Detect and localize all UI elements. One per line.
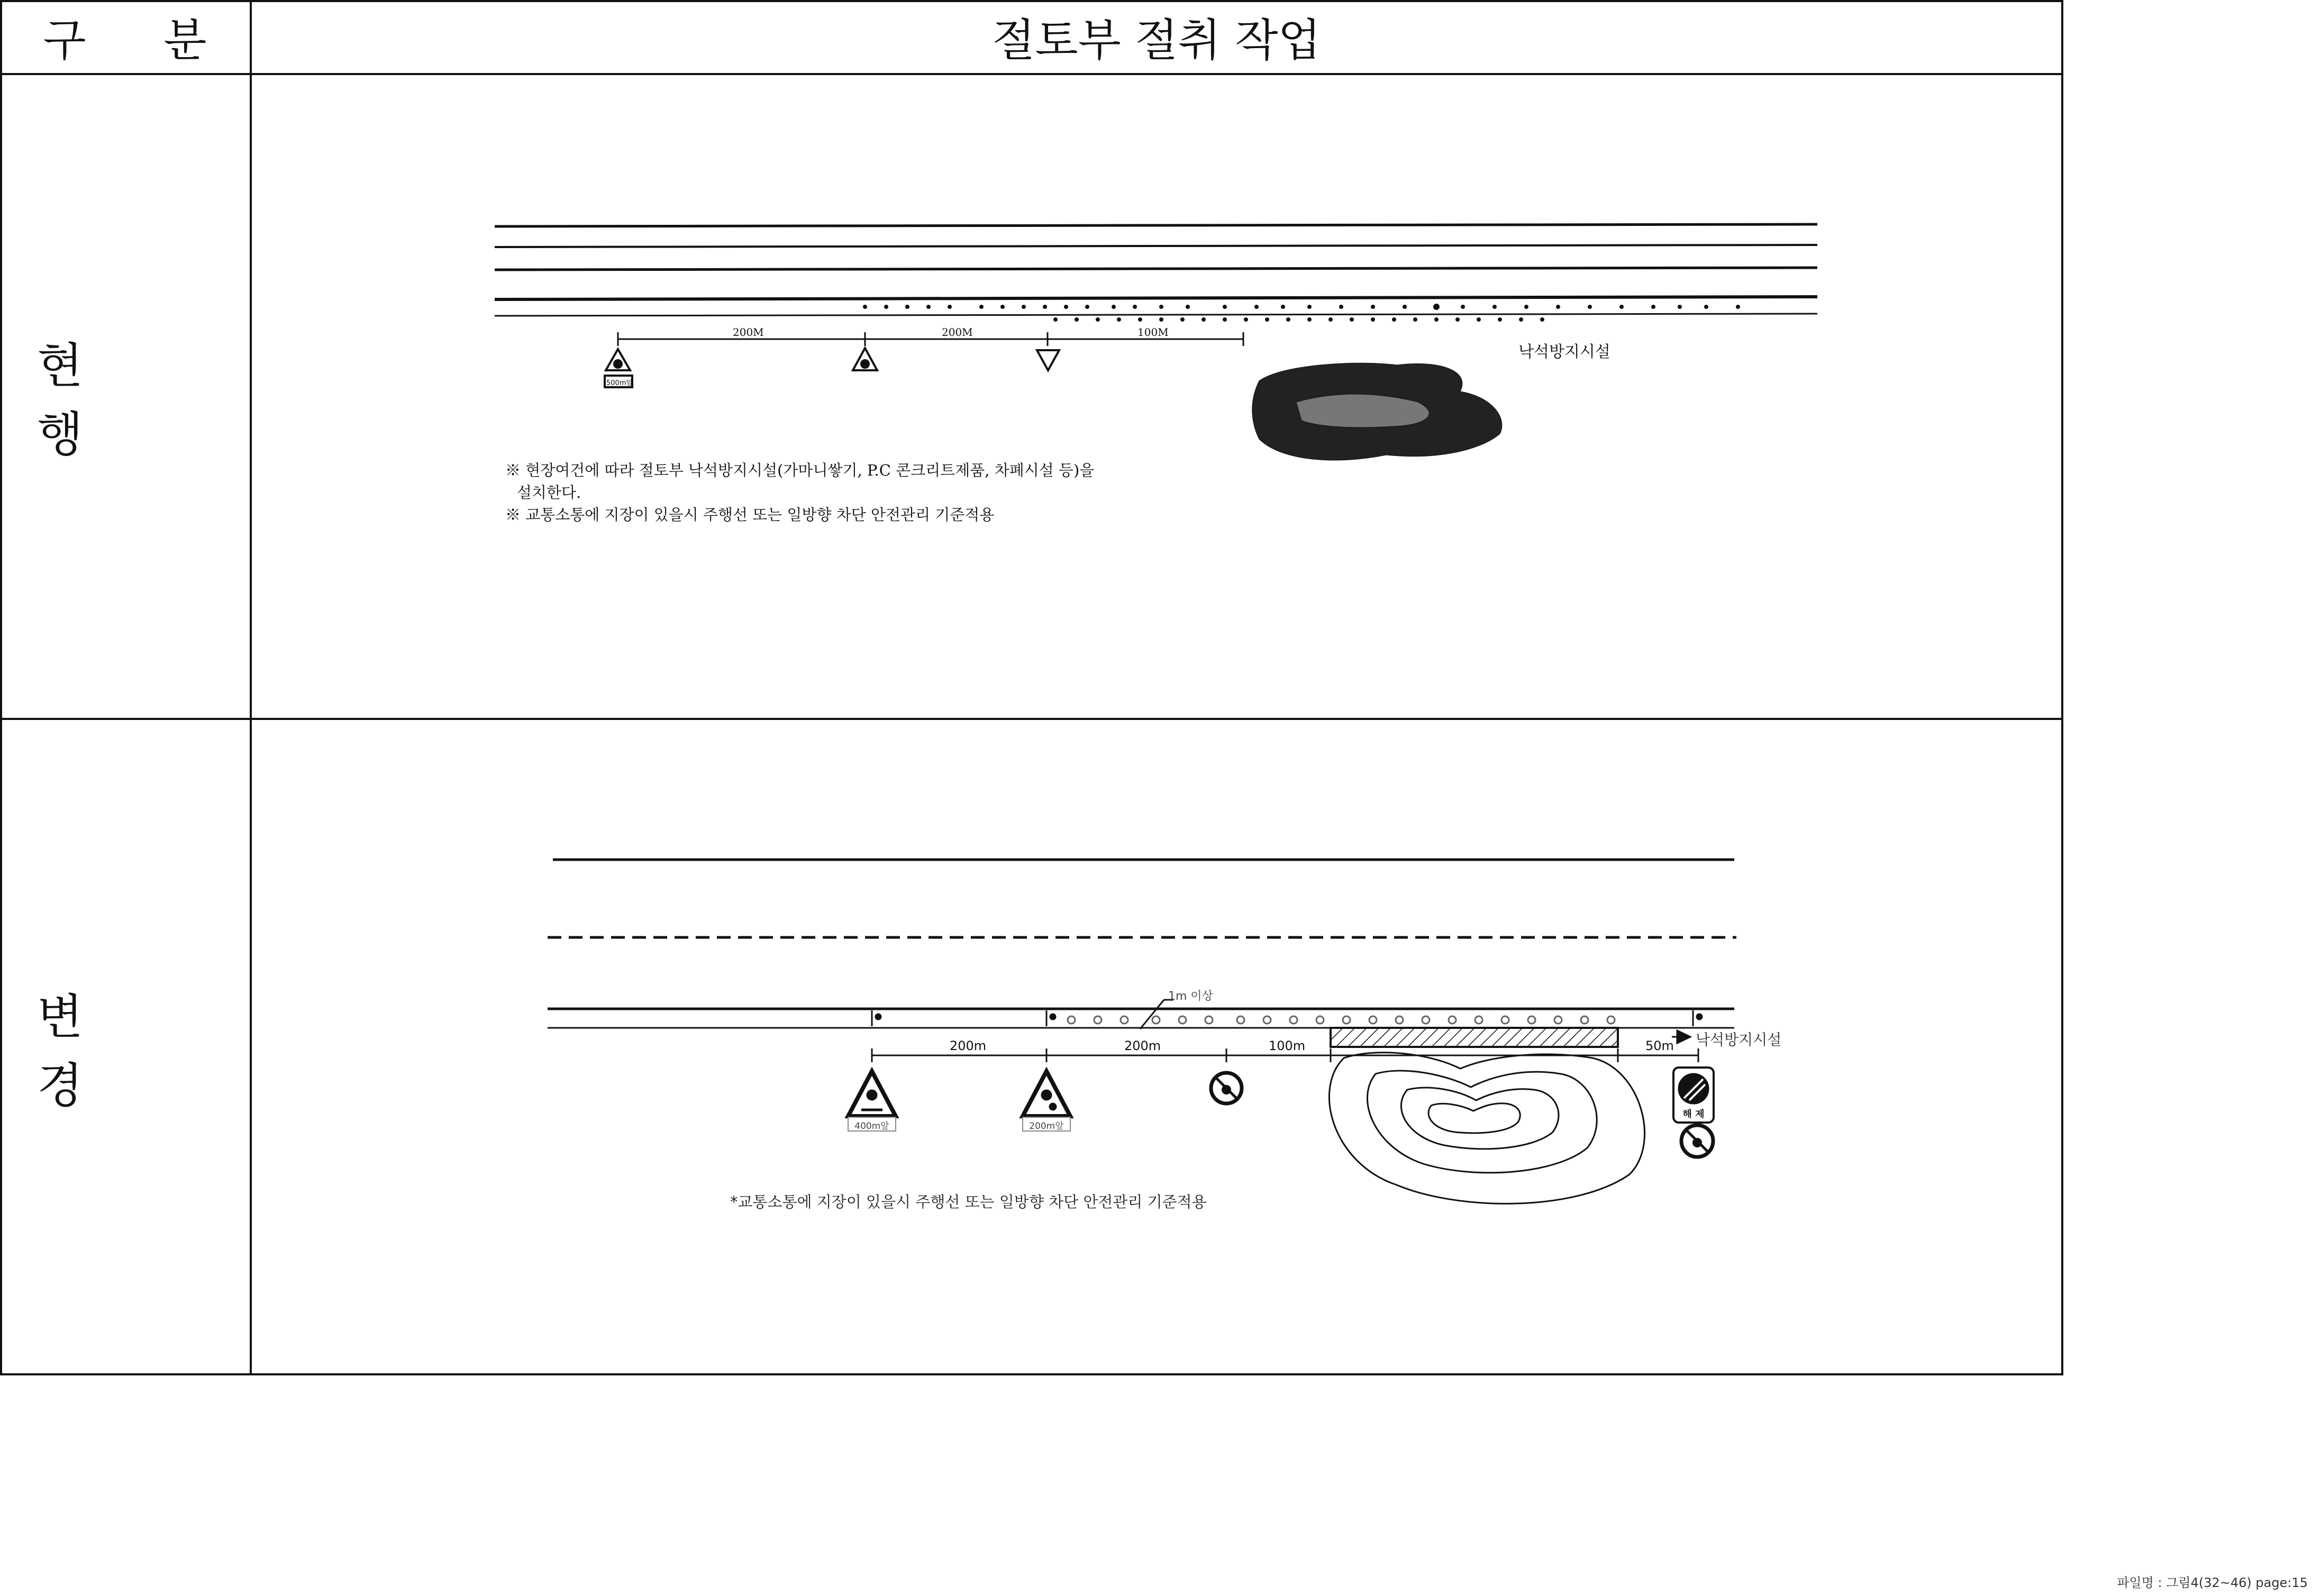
current-facility-label: 낙석방지시설 <box>1518 343 1610 361</box>
current-distance-label: 100M <box>1137 326 1169 339</box>
category-header: 구 분 <box>43 14 239 66</box>
current-distance-label: 200M <box>733 326 764 339</box>
current-note-line: 설치한다. <box>517 484 581 501</box>
revised-distance-label: 200m <box>950 1038 987 1053</box>
row-label-revised: 변 경 <box>37 989 120 1114</box>
revised-distance-label: 200m <box>1124 1038 1161 1053</box>
rockfall-contour <box>1329 1053 1644 1204</box>
file-footer: 파일명 : 그림4(32~46) page:15 <box>2117 1575 2308 1590</box>
row-label-current: 현 행 <box>37 338 120 462</box>
no-overtaking-sign-icon <box>1681 1125 1713 1157</box>
revised-facility-label: 낙석방지시설 <box>1696 1031 1782 1048</box>
no-overtaking-sign-icon <box>1211 1073 1242 1103</box>
revised-note: *교통소통에 지장이 있을시 주행선 또는 일방향 차단 안전관리 기준적용 <box>730 1193 1207 1211</box>
revised-distance-label: 50m <box>1645 1038 1674 1053</box>
revised-sign-caption: 200m앞 <box>1029 1121 1064 1132</box>
current-distance-label: 200M <box>942 326 973 339</box>
rockfall-barrier <box>1331 1028 1618 1047</box>
current-sign-caption: 500m앞 <box>606 379 633 387</box>
offset-label: 1m 이상 <box>1168 990 1213 1003</box>
offset-leader <box>1140 1000 1173 1029</box>
revised-sign-caption: 400m앞 <box>854 1121 889 1132</box>
page-title: 절토부 절취 작업 <box>992 14 1321 66</box>
revised-distance-label: 100m <box>1269 1038 1306 1053</box>
release-label: 해 제 <box>1682 1109 1705 1120</box>
lane-closure-markers <box>872 1010 1702 1026</box>
current-note-line: ※ 현장여건에 따라 절토부 낙석방지시설(가마니쌓기, P.C 콘크리트제품, 차폐시설 등)을 <box>505 461 1095 479</box>
revised-road-lines <box>548 860 1736 1028</box>
current-note-line: ※ 교통소통에 지장이 있을시 주행선 또는 일방향 차단 안전관리 기준적용 <box>505 506 995 524</box>
